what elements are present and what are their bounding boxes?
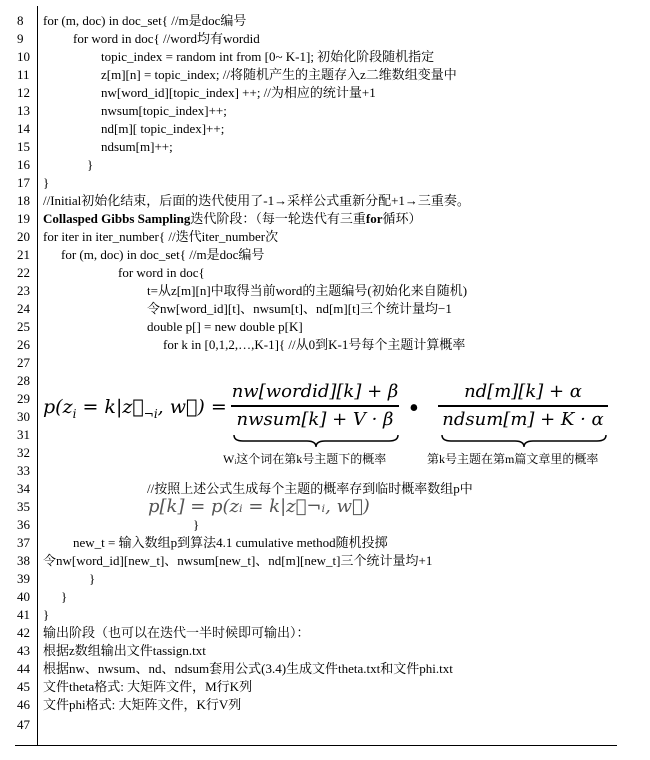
line-number: 14 — [17, 121, 30, 136]
line-number: 44 — [17, 661, 30, 676]
code-line: nw[word_id][topic_index] ++; //为相应的统计量+1 — [101, 85, 376, 100]
line-number: 39 — [17, 571, 30, 586]
code-line: new_t = 输入数组p到算法4.1 cumulative method随机投掷 — [73, 535, 388, 550]
line-number: 45 — [17, 679, 30, 694]
underbrace-1 — [233, 434, 399, 448]
line-number: 33 — [17, 463, 30, 478]
frac2-numerator: nd[m][k] + α — [464, 381, 582, 402]
line-number: 27 — [17, 355, 30, 370]
line-number: 30 — [17, 409, 30, 424]
line-number: 16 — [17, 157, 30, 172]
bottom-rule — [15, 745, 617, 746]
line-number: 36 — [17, 517, 30, 532]
code-line: for (m, doc) in doc_set{ //m是doc编号 — [43, 13, 247, 28]
code-line: t=从z[m][n]中取得当前word的主题编号(初始化来自随机) — [147, 283, 468, 298]
code-line: double p[] = new double p[K] — [147, 319, 303, 334]
code-line: ndsum[m]++; — [101, 139, 173, 154]
line-number: 15 — [17, 139, 30, 154]
line-number: 8 — [17, 13, 24, 28]
code-line: } — [61, 589, 68, 604]
line-number: 37 — [17, 535, 30, 550]
code-line: 文件phi格式: 大矩阵文件，K行V列 — [43, 697, 242, 712]
line-number: 9 — [17, 31, 24, 46]
code-line: 令nw[word_id][new_t]、nwsum[new_t]、nd[m][new_t]三个统计量均+1 — [43, 553, 433, 568]
line-number: 34 — [17, 481, 30, 496]
underbrace-2 — [441, 434, 607, 448]
word-topic-fraction — [231, 380, 399, 432]
gibbs-formula — [43, 368, 613, 468]
code-line: 根据nw、nwsum、nd、ndsum套用公式(3.4)生成文件theta.txt和文件phi.txt — [43, 661, 453, 676]
line-number: 22 — [17, 265, 30, 280]
code-line: 输出阶段（也可以在迭代一半时候即可输出）： — [43, 625, 310, 640]
line-number: 23 — [17, 283, 30, 298]
code-line: 文件theta格式: 大矩阵文件，M行K列 — [43, 679, 253, 694]
line-number: 41 — [17, 607, 30, 622]
line-number: 25 — [17, 319, 30, 334]
code-listing — [15, 6, 617, 746]
line-number: 31 — [17, 427, 30, 442]
gutter-divider — [37, 6, 38, 746]
frac2-bar — [438, 405, 608, 407]
formula-lhs: $p(z_i$ = $k|z⃗_{\neg i}$, w⃗) = — [43, 396, 227, 421]
line-number: 26 — [17, 337, 30, 352]
code-line: for word in doc{ — [118, 265, 205, 280]
code-line: 根据z数组输出文件tassign.txt — [43, 643, 206, 658]
line-number: 32 — [17, 445, 30, 460]
probability-assignment: p[k] = p(zᵢ = k|z⃗¬ᵢ, w⃗) — [148, 496, 370, 517]
code-line: for word in doc{ //word均有wordid — [73, 31, 260, 46]
code-line: nwsum[topic_index]++; — [101, 103, 227, 118]
frac1-denominator: nwsum[k] + V · β — [236, 408, 394, 430]
line-number: 40 — [17, 589, 30, 604]
frac2-denominator: ndsum[m] + K · α — [442, 408, 604, 430]
caption-word-topic: Wᵢ这个词在第k号主题下的概率 — [223, 452, 387, 466]
line-number: 29 — [17, 391, 30, 406]
line-number: 13 — [17, 103, 30, 118]
line-number: 46 — [17, 697, 30, 712]
product-dot: • — [409, 393, 419, 424]
code-line: } — [89, 571, 96, 586]
line-number: 24 — [17, 301, 30, 316]
frac1-numerator: nw[wordid][k] + β — [231, 381, 399, 402]
code-line: for k in [0,1,2,…,K-1]{ //从0到K-1号每个主题计算概率 — [163, 337, 466, 352]
code-line: nd[m][ topic_index]++; — [101, 121, 225, 136]
line-number: 10 — [17, 49, 30, 64]
code-line: } — [43, 607, 50, 622]
line-number: 20 — [17, 229, 30, 244]
code-line: } — [87, 157, 94, 172]
line-19-text: Collasped Gibbs Sampling迭代阶段：（每一轮迭代有三重for循环） — [43, 211, 422, 226]
line-number: 42 — [17, 625, 30, 640]
code-line: } — [193, 517, 200, 532]
line-number: 35 — [17, 499, 30, 514]
code-line: } — [43, 175, 50, 190]
line-number: 38 — [17, 553, 30, 568]
code-line: 令nw[word_id][t]、nwsum[t]、nd[m][t]三个统计量均−1 — [147, 301, 452, 316]
line-number: 12 — [17, 85, 30, 100]
line-number: 43 — [17, 643, 30, 658]
frac1-bar — [231, 405, 399, 407]
line-number: 47 — [17, 717, 30, 732]
line-number: 17 — [17, 175, 30, 190]
line-number: 11 — [17, 67, 30, 82]
code-line: for (m, doc) in doc_set{ //m是doc编号 — [61, 247, 265, 262]
code-line: for iter in iter_number{ //迭代iter_number次 — [43, 229, 279, 244]
code-line: z[m][n] = topic_index; //将随机产生的主题存入z二维数组变量中 — [101, 67, 457, 82]
line-number: 21 — [17, 247, 30, 262]
gibbs-heading: Collasped Gibbs Sampling — [43, 211, 191, 226]
code-line: //Initial初始化结束，后面的迭代使用了-1→采样公式重新分配+1→三重奏。 — [43, 193, 470, 208]
doc-topic-fraction — [438, 380, 608, 432]
code-line: topic_index = random int from [0~ K-1]; 初始化阶段随机指定 — [101, 49, 435, 64]
line-number: 19 — [17, 211, 30, 226]
line-number: 18 — [17, 193, 30, 208]
code-line: //按照上述公式生成每个主题的概率存到临时概率数组p中 — [147, 481, 473, 496]
caption-doc-topic: 第k号主题在第m篇文章里的概率 — [427, 452, 599, 466]
line-number: 28 — [17, 373, 30, 388]
